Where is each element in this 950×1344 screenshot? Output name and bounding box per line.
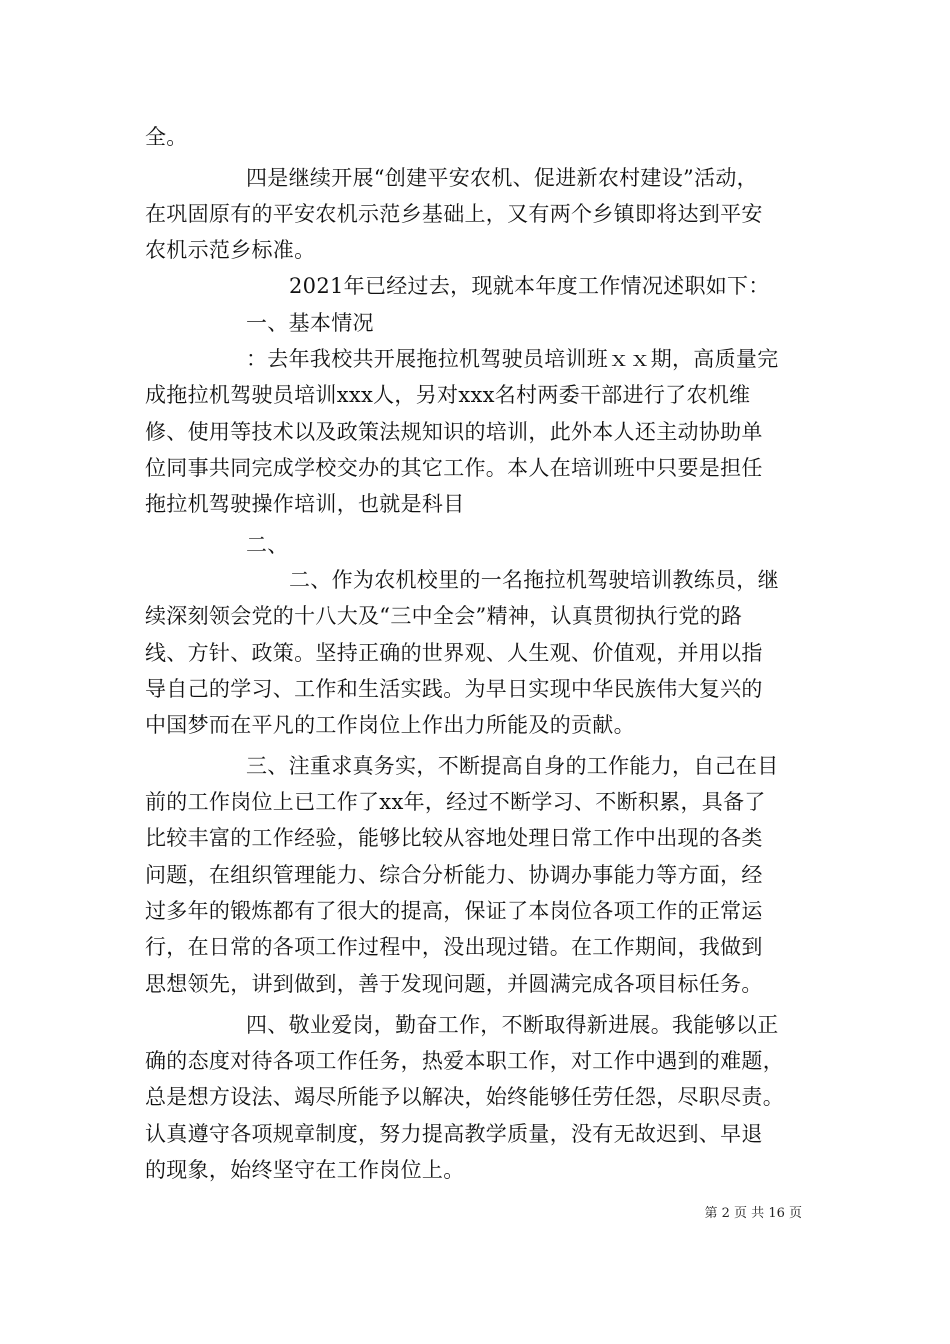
paragraph-line: 中国梦而在平凡的工作岗位上作出力所能及的贡献。 bbox=[145, 713, 635, 737]
paragraph-line: 思想领先，讲到做到，善于发现问题，并圆满完成各项目标任务。 bbox=[145, 972, 763, 996]
paragraph-line: 二、作为农机校里的一名拖拉机驾驶培训教练员，继 bbox=[289, 568, 779, 592]
paragraph-line: 认真遵守各项规章制度，努力提高教学质量，没有无故迟到、早退 bbox=[145, 1122, 763, 1146]
paragraph-line: 续深刻领会党的十八大及“三中全会”精神，认真贯彻执行党的路 bbox=[145, 604, 743, 628]
paragraph-line: 比较丰富的工作经验，能够比较从容地处理日常工作中出现的各类 bbox=[145, 826, 763, 850]
paragraph-line: 成拖拉机驾驶员培训xxx人，另对xxx名村两委干部进行了农机维 bbox=[145, 383, 751, 407]
section-heading: 二、 bbox=[246, 533, 289, 557]
paragraph-line: 行，在日常的各项工作过程中，没出现过错。在工作期间，我做到 bbox=[145, 935, 763, 959]
paragraph-line: ：去年我校共开展拖拉机驾驶员培训班ｘｘ期，高质量完 bbox=[246, 347, 779, 371]
paragraph-line: 线、方针、政策。坚持正确的世界观、人生观、价值观，并用以指 bbox=[145, 641, 763, 665]
paragraph-line: 导自己的学习、工作和生活实践。为早日实现中华民族伟大复兴的 bbox=[145, 677, 763, 701]
paragraph-line: 的现象，始终坚守在工作岗位上。 bbox=[145, 1158, 465, 1182]
paragraph-line: 在巩固原有的平安农机示范乡基础上，又有两个乡镇即将达到平安 bbox=[145, 202, 763, 226]
section-heading: 一、基本情况 bbox=[246, 311, 374, 335]
paragraph-line: 全。 bbox=[145, 125, 188, 149]
paragraph-line: 四是继续开展“创建平安农机、促进新农村建设”活动， bbox=[246, 166, 758, 190]
paragraph-line: 2021年已经过去，现就本年度工作情况述职如下： bbox=[289, 274, 770, 298]
paragraph-line: 总是想方设法、竭尽所能予以解决，始终能够任劳任怨，尽职尽责。 bbox=[145, 1085, 784, 1109]
paragraph-line: 拖拉机驾驶操作培训，也就是科目 bbox=[145, 492, 465, 516]
paragraph-line: 修、使用等技术以及政策法规知识的培训，此外本人还主动协助单 bbox=[145, 420, 763, 444]
paragraph-line: 三、注重求真务实，不断提高自身的工作能力，自己在目 bbox=[246, 754, 779, 778]
page-number: 第 2 页 共 16 页 bbox=[704, 1206, 802, 1221]
paragraph-line: 四、敬业爱岗，勤奋工作，不断取得新进展。我能够以正 bbox=[246, 1013, 779, 1037]
paragraph-line: 农机示范乡标准。 bbox=[145, 238, 316, 262]
paragraph-line: 过多年的锻炼都有了很大的提高，保证了本岗位各项工作的正常运 bbox=[145, 899, 763, 923]
paragraph-line: 前的工作岗位上已工作了xx年，经过不断学习、不断积累，具备了 bbox=[145, 790, 766, 814]
paragraph-line: 确的态度对待各项工作任务，热爱本职工作，对工作中遇到的难题， bbox=[145, 1049, 784, 1073]
paragraph-line: 问题，在组织管理能力、综合分析能力、协调办事能力等方面，经 bbox=[145, 863, 763, 887]
paragraph-line: 位同事共同完成学校交办的其它工作。本人在培训班中只要是担任 bbox=[145, 456, 763, 480]
